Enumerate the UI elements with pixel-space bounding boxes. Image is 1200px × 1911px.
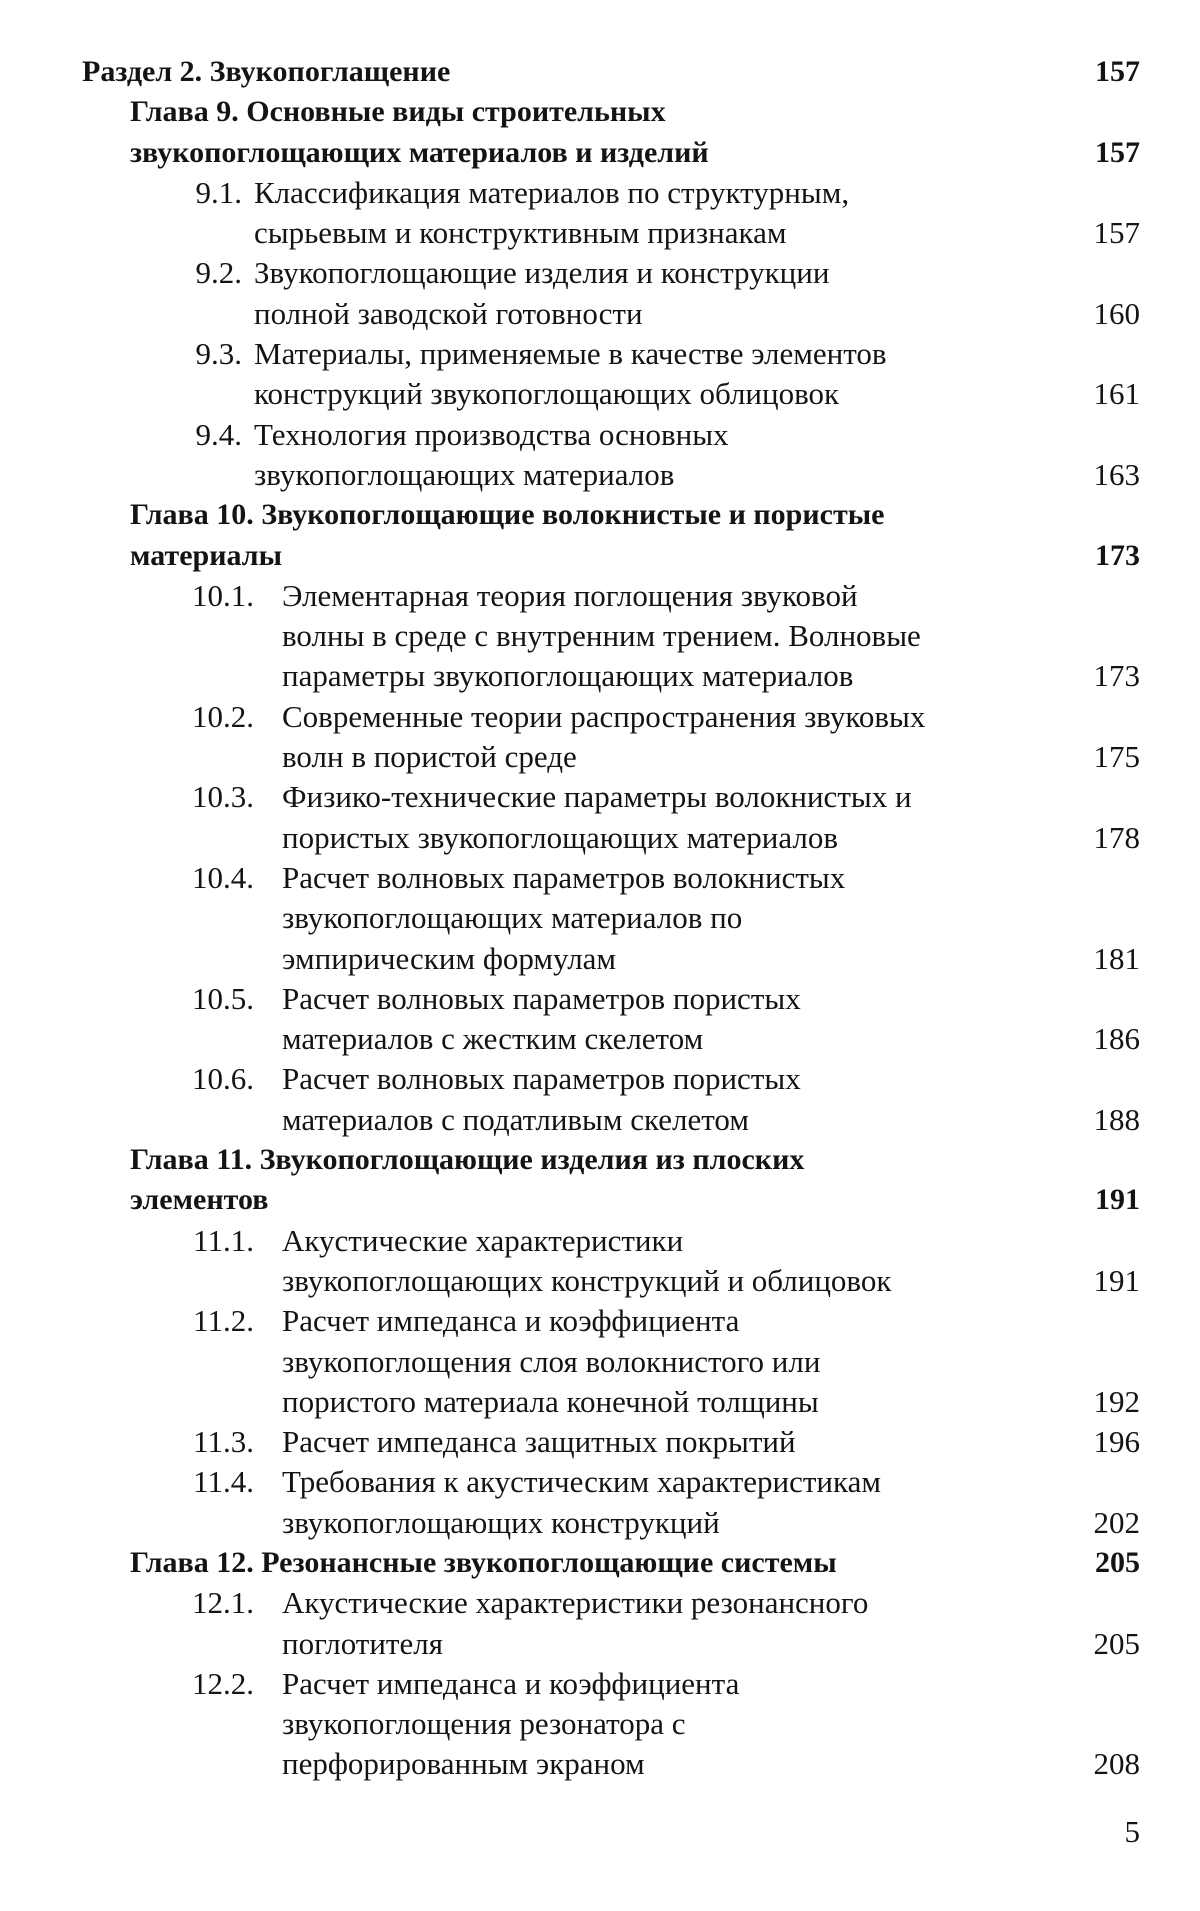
toc-subsection-line [82, 213, 1140, 253]
toc-subsection-line [82, 415, 1140, 455]
toc-chapter-line [82, 495, 1140, 535]
toc-item-title: параметры звукопоглощающих материалов [282, 658, 854, 694]
toc-subsection-line [82, 253, 1140, 293]
toc-item-title: Раздел 2. Звукопоглащение [82, 55, 451, 88]
toc-subsection-line [82, 939, 1140, 979]
toc-item-title: материалов с податливым скелетом [282, 1101, 749, 1137]
toc-item-title: конструкций звукопоглощающих облицовок [254, 376, 840, 412]
toc-item-number: 10.5. [192, 980, 254, 1016]
toc-page-number: 181 [1093, 940, 1140, 976]
toc-page-number: 188 [1093, 1101, 1140, 1137]
toc-page-number: 173 [1093, 658, 1140, 694]
toc-subsection-line [82, 616, 1140, 656]
toc-chapter-line [82, 536, 1140, 576]
toc-item-title: сырьевым и конструктивным признакам [254, 215, 787, 251]
toc-page-number: 202 [1093, 1504, 1140, 1540]
toc-page-number: 192 [1093, 1383, 1140, 1419]
toc-item-title: Глава 9. Основные виды строительных [130, 95, 666, 129]
toc-page-number: 178 [1093, 819, 1140, 855]
toc-item-number: 11.1. [193, 1222, 254, 1258]
toc-item-title: Акустические характеристики [282, 1222, 684, 1258]
toc-subsection-line [82, 1221, 1140, 1261]
toc-subsection-line [82, 1664, 1140, 1704]
toc-subsection-line [82, 656, 1140, 696]
toc-subsection-line [82, 1704, 1140, 1744]
toc-item-title: Требования к акустическим характеристикам [282, 1464, 881, 1500]
page-number: 5 [1124, 1814, 1140, 1849]
toc-item-title: Современные теории распространения звуковых [282, 698, 926, 734]
toc-item-number: 12.2. [192, 1665, 254, 1701]
toc-page-number: 205 [1095, 1545, 1140, 1579]
table-of-contents [82, 52, 1140, 1785]
toc-item-number: 9.3. [195, 336, 242, 372]
toc-item-title: Звукопоглощающие изделия и конструкции [254, 255, 830, 291]
toc-subsection-line [82, 1583, 1140, 1623]
toc-subsection-line [82, 1301, 1140, 1341]
toc-item-title: звукопоглощающих материалов по [282, 900, 743, 936]
toc-subsection-line [82, 1382, 1140, 1422]
toc-subsection-line [82, 777, 1140, 817]
toc-subsection-line [82, 1422, 1140, 1462]
toc-subsection-line [82, 737, 1140, 777]
toc-item-number: 9.1. [195, 174, 242, 210]
toc-item-number: 9.4. [195, 416, 242, 452]
toc-page-number: 157 [1095, 135, 1140, 169]
toc-chapter-line [82, 133, 1140, 173]
toc-page-number: 191 [1095, 1183, 1140, 1217]
toc-subsection-line [82, 294, 1140, 334]
toc-item-number: 10.2. [192, 698, 254, 734]
toc-subsection-line [82, 1462, 1140, 1502]
toc-page-number: 186 [1093, 1021, 1140, 1057]
toc-item-number: 9.2. [195, 255, 242, 291]
toc-item-title: Технология производства основных [254, 416, 729, 452]
toc-item-title: пористых звукопоглощающих материалов [282, 819, 838, 855]
toc-page-number: 208 [1093, 1746, 1140, 1782]
toc-page-number: 163 [1093, 456, 1140, 492]
toc-item-title: волн в пористой среде [282, 739, 577, 775]
toc-subsection-line [82, 1100, 1140, 1140]
toc-page-number: 196 [1093, 1424, 1140, 1460]
toc-page-number: 175 [1093, 739, 1140, 775]
toc-item-title: звукопоглощающих материалов [254, 456, 675, 492]
toc-chapter-line [82, 92, 1140, 132]
toc-subsection-line [82, 1059, 1140, 1099]
toc-item-number: 11.2. [193, 1303, 254, 1339]
toc-subsection-line [82, 818, 1140, 858]
toc-subsection-line [82, 334, 1140, 374]
toc-item-title: звукопоглощающих материалов и изделий [130, 135, 709, 169]
toc-subsection-line [82, 1342, 1140, 1382]
toc-item-number: 10.3. [192, 779, 254, 815]
toc-item-title: пористого материала конечной толщины [282, 1383, 819, 1419]
toc-item-title: материалов с жестким скелетом [282, 1021, 704, 1057]
toc-subsection-line [82, 697, 1140, 737]
toc-subsection-line [82, 1624, 1140, 1664]
toc-page-number: 161 [1093, 376, 1140, 412]
toc-chapter-line [82, 1140, 1140, 1180]
toc-item-title: Расчет импеданса защитных покрытий [282, 1424, 796, 1460]
toc-subsection-line [82, 374, 1140, 414]
toc-item-title: перфорированным экраном [282, 1746, 645, 1782]
toc-item-title: Расчет волновых параметров пористых [282, 980, 801, 1016]
toc-subsection-line [82, 979, 1140, 1019]
toc-page-number: 191 [1093, 1262, 1140, 1298]
toc-item-number: 10.6. [192, 1061, 254, 1097]
toc-item-title: Расчет волновых параметров волокнистых [282, 859, 846, 895]
toc-subsection-line [82, 898, 1140, 938]
toc-item-title: звукопоглощающих конструкций и облицовок [282, 1262, 892, 1298]
toc-item-title: Элементарная теория поглощения звуковой [282, 577, 858, 613]
toc-page-number: 157 [1095, 55, 1140, 88]
toc-item-title: Глава 11. Звукопоглощающие изделия из плоских [130, 1143, 805, 1177]
toc-item-title: материалы [130, 538, 282, 572]
toc-item-title: звукопоглощения слоя волокнистого или [282, 1343, 821, 1379]
toc-item-number: 12.1. [192, 1585, 254, 1621]
toc-item-title: волны в среде с внутренним трением. Волновые [282, 618, 921, 654]
toc-item-number: 10.4. [192, 859, 254, 895]
toc-item-title: Материалы, применяемые в качестве элементов [254, 336, 887, 372]
toc-section-line [82, 52, 1140, 92]
toc-item-title: Расчет импеданса и коэффициента [282, 1665, 740, 1701]
toc-page-number: 173 [1095, 538, 1140, 572]
toc-subsection-line [82, 576, 1140, 616]
toc-item-title: элементов [130, 1183, 269, 1217]
toc-subsection-line [82, 455, 1140, 495]
toc-item-title: Расчет волновых параметров пористых [282, 1061, 801, 1097]
toc-item-title: звукопоглощения резонатора с [282, 1706, 686, 1742]
toc-item-title: полной заводской готовности [254, 295, 643, 331]
toc-subsection-line [82, 858, 1140, 898]
toc-item-title: Акустические характеристики резонансного [282, 1585, 869, 1621]
toc-item-title: Глава 10. Звукопоглощающие волокнистые и пористые [130, 498, 885, 532]
toc-item-number: 10.1. [192, 577, 254, 613]
toc-page-number: 205 [1093, 1625, 1140, 1661]
toc-item-number: 11.4. [193, 1464, 254, 1500]
toc-item-title: Расчет импеданса и коэффициента [282, 1303, 740, 1339]
toc-subsection-line [82, 173, 1140, 213]
toc-subsection-line [82, 1261, 1140, 1301]
toc-item-title: звукопоглощающих конструкций [282, 1504, 720, 1540]
toc-item-number: 11.3. [193, 1424, 254, 1460]
toc-subsection-line [82, 1503, 1140, 1543]
toc-item-title: Классификация материалов по структурным, [254, 174, 850, 210]
toc-chapter-line [82, 1180, 1140, 1220]
toc-page-number: 157 [1093, 215, 1140, 251]
toc-subsection-line [82, 1744, 1140, 1784]
toc-item-title: поглотителя [282, 1625, 443, 1661]
toc-subsection-line [82, 1019, 1140, 1059]
toc-item-title: Физико-технические параметры волокнистых и [282, 779, 912, 815]
toc-page-number: 160 [1093, 295, 1140, 331]
toc-item-title: эмпирическим формулам [282, 940, 617, 976]
toc-item-title: Глава 12. Резонансные звукопоглощающие системы [130, 1545, 837, 1579]
toc-chapter-line [82, 1543, 1140, 1583]
